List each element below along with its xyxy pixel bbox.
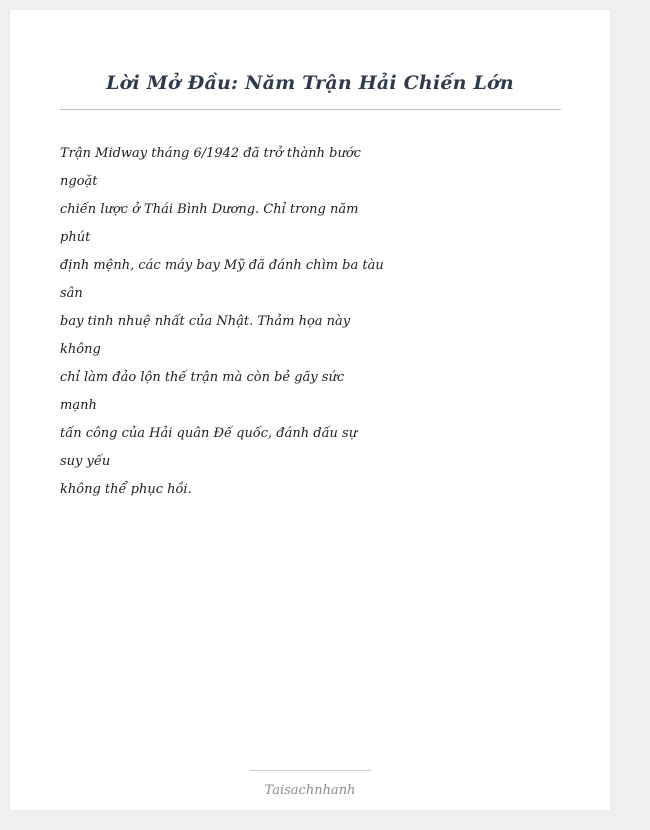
body-line: định mệnh, các máy bay Mỹ đã đánh chìm ba tàu xyxy=(60,258,384,273)
body-line: không thể phục hồi. xyxy=(60,482,192,497)
body-line: sân xyxy=(60,286,83,301)
page-title: Lời Mở Đầu: Năm Trận Hải Chiến Lớn xyxy=(106,72,514,94)
title-divider xyxy=(60,109,561,110)
body-line: ngoặt xyxy=(60,174,98,189)
footer-divider xyxy=(250,770,371,771)
footer-brand: Taisachnhanh xyxy=(264,783,356,798)
body-line: không xyxy=(60,342,101,357)
body-line: chiến lược ở Thái Bình Dương. Chỉ trong năm xyxy=(60,202,359,217)
body-line: phút xyxy=(60,230,91,245)
body-line: chỉ làm đảo lộn thế trận mà còn bẻ gãy sức xyxy=(60,370,345,385)
body-line: Trận Midway tháng 6/1942 đã trở thành bước xyxy=(60,146,361,161)
body-line: mạnh xyxy=(60,398,97,413)
body-line: suy yếu xyxy=(60,454,111,469)
body-paragraph xyxy=(60,140,390,504)
body-line: tấn công của Hải quân Đế quốc, đánh dấu sự xyxy=(60,426,358,441)
body-line: bay tinh nhuệ nhất của Nhật. Thảm họa này xyxy=(60,314,351,329)
document-page xyxy=(10,10,610,810)
